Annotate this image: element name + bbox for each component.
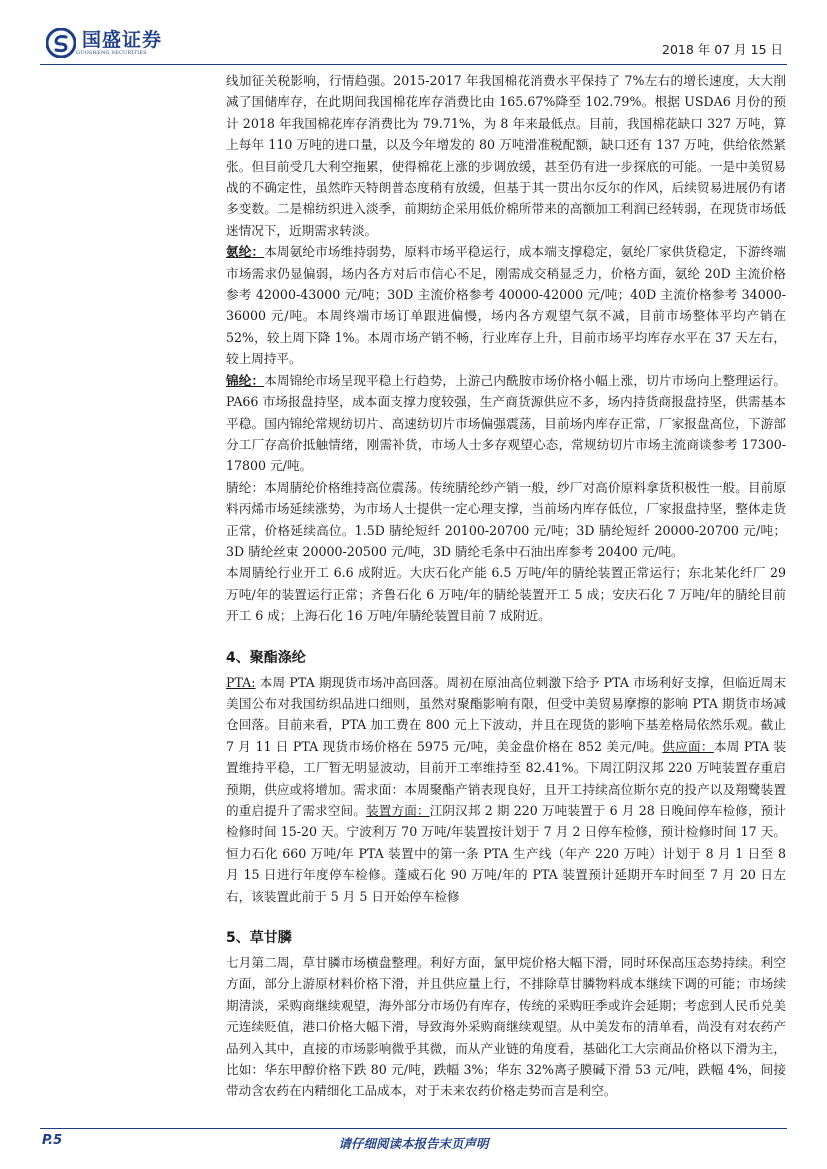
section-4-title: 4、聚酯涤纶	[226, 649, 306, 666]
glyphosate-paragraph: 七月第二周，草甘膦市场横盘整理。利好方面，氯甲烷价格大幅下滑，同时环保高压态势持续。利空方面，部分上游原材料价格下滑，并且供应量上行，不排除草甘膦物料成本继续下调的可能；市场续期清淡，采购商继续观望，海外部分市场仍有库存，传统的采购旺季或许会延期；考虑到人民币兑美元连续贬值，港口价格大幅下滑，导致海外采购商继续观望。从中美发布的清单看，尚没有对农药产品列入其中，直接的市场影响微乎其微，而从产业链的角度看，基础化工大宗商品价格以下滑为主，比如：华东甲醇价格下跌 80 元/吨，跌幅 3%；华东 32%离子膜碱下滑 53 元/吨，跌幅 4%，间接带动含农药在内精细化工品成本，对于未来农药价格走势而言是利空。	[226, 955, 786, 1099]
footer-disclaimer: 请仔细阅读本报告末页声明	[338, 1136, 489, 1151]
cotton-paragraph: 线加征关税影响，行情趋强。2015-2017 年我国棉花消费水平保持了 7%左右的增长速度，大大削减了国储库存，在此期间我国棉花库存消费比由 165.67%降至 102.79%。根据 USDA6 月份的预计 2018 年我国棉花库存消费比为 79.71%，为 8 年来最低点。目前，我国棉花缺口 327 万吨，算上每年 110 万吨的进口量，以及今年增发的 80 万吨滑准税配额，缺口还有 137 万吨，供给依然紧张。但目前受几大利空拖累，使得棉花上涨的步调放缓，甚至仍有进一步探底的可能。一是中美贸易战的不确定性，虽然昨天特朗普态度稍有放缓，但基于其一贯出尔反尔的作风，后续贸易进展仍有诸多变数。二是棉纺织进入淡季，前期纺企采用低价棉所带来的高额加工利润已经转弱，在现货市场低迷情况下，近期需求转淡。	[226, 73, 786, 238]
section-5-title: 5、草甘膦	[226, 930, 292, 947]
header-divider	[40, 64, 787, 65]
page-header	[40, 22, 787, 66]
pta-text-a: 本周 PTA 期现货市场冲高回落。周初在原油高位刺激下给予 PTA 市场利好支撑，但临近周末美国公布对我国纺织品进口细则，虽然对聚酯影响有限，但受中美贸易摩擦的影响 PTA 期货市场减仓回落。目前来看，PTA 加工费在 800 元上下波动，并且在现货的影响下基差格局依然乐观。截止 7 月 11 日 PTA 现货市场价格在 5975 元/吨，美金盘价格在 852 美元/吨。	[226, 674, 786, 754]
device-label: 装置方面：	[366, 803, 430, 818]
brand-name: 国盛证券	[82, 28, 163, 51]
nylon-label: 锦纶：	[226, 372, 265, 388]
footer-divider	[40, 1128, 787, 1129]
nylon-text: 本周锦纶市场呈现平稳上行趋势，上游己内酰胺市场价格小幅上涨，切片市场向上整理运行。PA66 市场报盘持坚，成本面支撑力度较强，生产商货源供应不多，场内持货商报盘持坚，供需基本平稳。国内锦纶常规纺切片、高速纺切片市场偏强震荡，目前场内库存正常，厂家报盘高位，下游部分工厂存高价抵触情绪，刚需补货，市场人士多存观望心态，常规纺切片市场主流商谈参考 17300-17800 元/吨。	[226, 372, 787, 474]
brand-logo	[46, 28, 162, 58]
spandex-paragraph	[226, 241, 786, 369]
acrylic-paragraph: 腈纶：本周腈纶价格维持高位震荡。传统腈纶纱产销一般，纱厂对高价原料拿货积极性一般。目前原料丙烯市场延续涨势，为市场人士提供一定心理支撑，当前场内库存低位，厂家报盘持坚，整体走货正常，价格延续高位。1.5D 腈纶短纤 20100-20700 元/吨；3D 腈纶短纤 20000-20700 元/吨；3D 腈纶丝束 20000-20500 元/吨，3D 腈纶毛条中石油出库参考 20400 元/吨。	[226, 479, 786, 559]
pta-paragraph	[226, 672, 786, 907]
logo-icon	[46, 28, 76, 58]
report-body	[226, 70, 786, 1102]
brand-subtitle: GUOSHENG SECURITIES	[76, 49, 147, 56]
report-date: 2018 年 07 月 15 日	[662, 42, 783, 57]
page-number: P.5	[42, 1133, 63, 1148]
supply-label: 供应面：	[662, 738, 714, 754]
nylon-paragraph	[226, 370, 786, 477]
pta-label: PTA:	[226, 674, 256, 690]
spandex-label: 氨纶：	[226, 244, 265, 260]
acrylic-plants-paragraph: 本周腈纶行业开工 6.6 成附近。大庆石化产能 6.5 万吨/年的腈纶装置正常运行；东北某化纤厂 29 万吨/年的装置运行正常；齐鲁石化 6 万吨/年的腈纶装置开工 5 成；安庆石化 7 万吨/年的腈纶目前开工 6 成；上海石化 16 万吨/年腈纶装置目前 7 成附近。	[226, 565, 786, 624]
pta-text-b: 本周 PTA 装置维持平稳，工厂暂无明显波动，目前开工率维持至 82.41%。下周江阴汉邦 220 万吨装置存重启预期，供应或将增加。需求面：本周聚酯产销表现良好，且开工持续高位斯尔克的投产以及翔鹭装置的重启提升了需求空间。	[226, 738, 787, 818]
pta-text-c: 江阴汉邦 2 期 220 万吨装置于 6 月 28 日晚间停车检修，预计检修时间 15-20 天。宁波利万 70 万吨/年装置按计划于 7 月 2 日停车检修，预计检修时间 17 天。恒力石化 660 万吨/年 PTA 装置中的第一条 PTA 生产线（年产 220 万吨）计划于 8 月 1 日至 8 月 15 日进行年度停车检修。蓬威石化 90 万吨/年的 PTA 装置预计延期开车时间至 7 月 20 日左右，该装置此前于 5 月 5 日开始停车检修	[226, 803, 786, 904]
spandex-text: 本周氨纶市场维持弱势，原料市场平稳运行，成本端支撑稳定，氨纶厂家供货稳定，下游终端市场需求仍显偏弱，场内各方对后市信心不足，刚需成交稍显乏力，价格方面，氨纶 20D 主流价格参考 42000-43000 元/吨；30D 主流价格参考 40000-42000 元/吨；40D 主流价格参考 34000-36000 元/吨。本周终端市场订单跟进偏慢，场内各方观望气氛不减，目前市场整体平均产销在 52%，较上周下降 1%。本周市场产销不畅，行业库存上升，目前市场平均库存水平在 37 天左右，较上周持平。	[226, 244, 787, 367]
